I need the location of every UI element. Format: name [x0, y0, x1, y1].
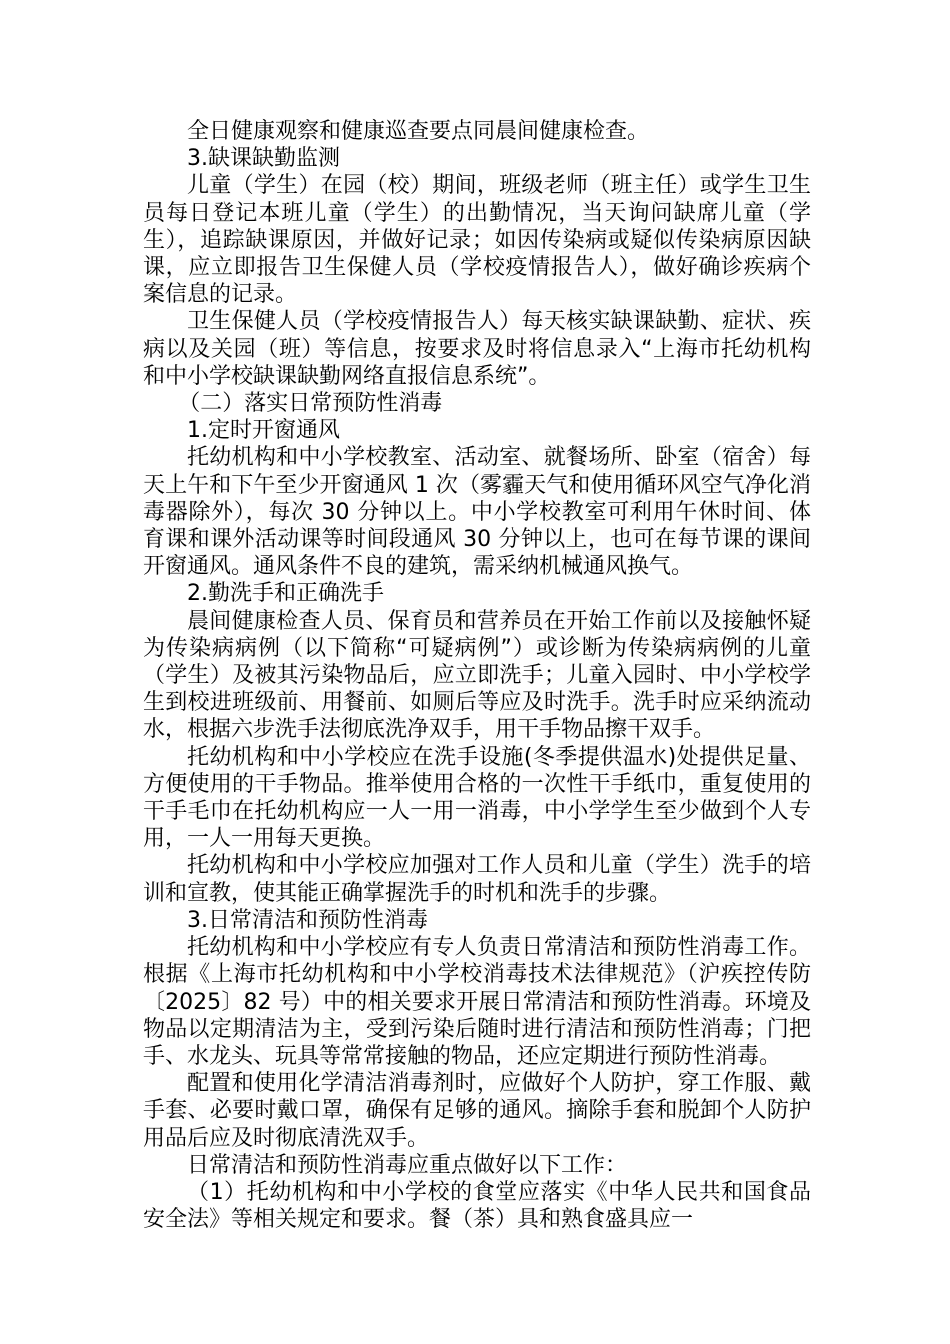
paragraph-personal-protection: 配置和使用化学清洁消毒剂时，应做好个人防护，穿工作服、戴手套、必要时戴口罩，确保有足够的通风。摘除手套和脱卸个人防护用品后应及时彻底清洗双手。 [143, 1071, 811, 1151]
paragraph-canteen-requirements: （1）托幼机构和中小学校的食堂应落实《中华人民共和国食品安全法》等相关规定和要求。餐（茶）具和熟食盛具应一 [143, 1179, 811, 1233]
paragraph-health-observation: 全日健康观察和健康巡查要点同晨间健康检查。 [187, 119, 650, 144]
heading-daily-disinfection: （二）落实日常预防性消毒 [178, 391, 443, 417]
document-page [143, 118, 811, 1233]
paragraph-hand-drying: 托幼机构和中小学校应在洗手设施(冬季提供温水)处提供足量、方便使用的干手物品。推举使用合格的一次性干手纸巾，重复使用的干手毛巾在托幼机构应一人一用一消毒，中小学学生至少做到个人专用，一人一用每天更换。 [143, 744, 811, 852]
heading-cleaning-disinfection: 3.日常清洁和预防性消毒 [187, 907, 428, 933]
paragraph-handwashing-timing: 晨间健康检查人员、保育员和营养员在开始工作前以及接触怀疑为传染病病例（以下简称“可疑病例”）或诊断为传染病病例的儿童（学生）及被其污染物品后，应立即洗手；儿童入园时、中小学校学生到校进班级前、用餐前、如厕后等应及时洗手。洗手时应采纳流动水，根据六步洗手法彻底洗净双手，用干手物品擦干双手。 [143, 608, 811, 743]
heading-handwashing: 2.勤洗手和正确洗手 [187, 581, 384, 607]
paragraph-cleaning-responsibility: 托幼机构和中小学校应有专人负责日常清洁和预防性消毒工作。根据《上海市托幼机构和中小学校消毒技术法律规范》（沪疾控传防〔2025〕82 号）中的相关要求开展日常清洁和预防性消毒。环境及物品以定期清洁为主，受到污染后随时进行清洁和预防性消毒；门把手、水龙头、玩具等常常接触的物品，还应定期进行预防性消毒。 [143, 935, 811, 1069]
paragraph-key-tasks: 日常清洁和预防性消毒应重点做好以下工作： [187, 1152, 628, 1178]
paragraph-information-entry: 卫生保健人员（学校疫情报告人）每天核实缺课缺勤、症状、疾病以及关园（班）等信息，按要求及时将信息录入“上海市托幼机构和中小学校缺课缺勤网络直报信息系统”。 [143, 309, 811, 389]
heading-ventilation: 1.定时开窗通风 [187, 418, 340, 444]
paragraph-ventilation: 托幼机构和中小学校教室、活动室、就餐场所、卧室（宿舍）每天上午和下午至少开窗通风 1 次（雾霾天气和使用循环风空气净化消毒器除外），每次 30 分钟以上。中小学校教室可利用午休时间、体育课和课外活动课等时间段通风 30 分钟以上，也可在每节课的课间开窗通风。通风条件不良的建筑，需采纳机械通风换气。 [143, 445, 811, 580]
paragraph-handwashing-training: 托幼机构和中小学校应加强对工作人员和儿童（学生）洗手的培训和宣教，使其能正确掌握洗手的时机和洗手的步骤。 [143, 853, 811, 906]
paragraph-attendance-registration: 儿童（学生）在园（校）期间，班级老师（班主任）或学生卫生员每日登记本班儿童（学生）的出勤情况，当天询问缺席儿童（学生），追踪缺课原因，并做好记录；如因传染病或疑似传染病原因缺课，应立即报告卫生保健人员（学校疫情报告人），做好确诊疾病个案信息的记录。 [143, 173, 811, 308]
heading-absence-monitoring: 3.缺课缺勤监测 [187, 146, 340, 172]
